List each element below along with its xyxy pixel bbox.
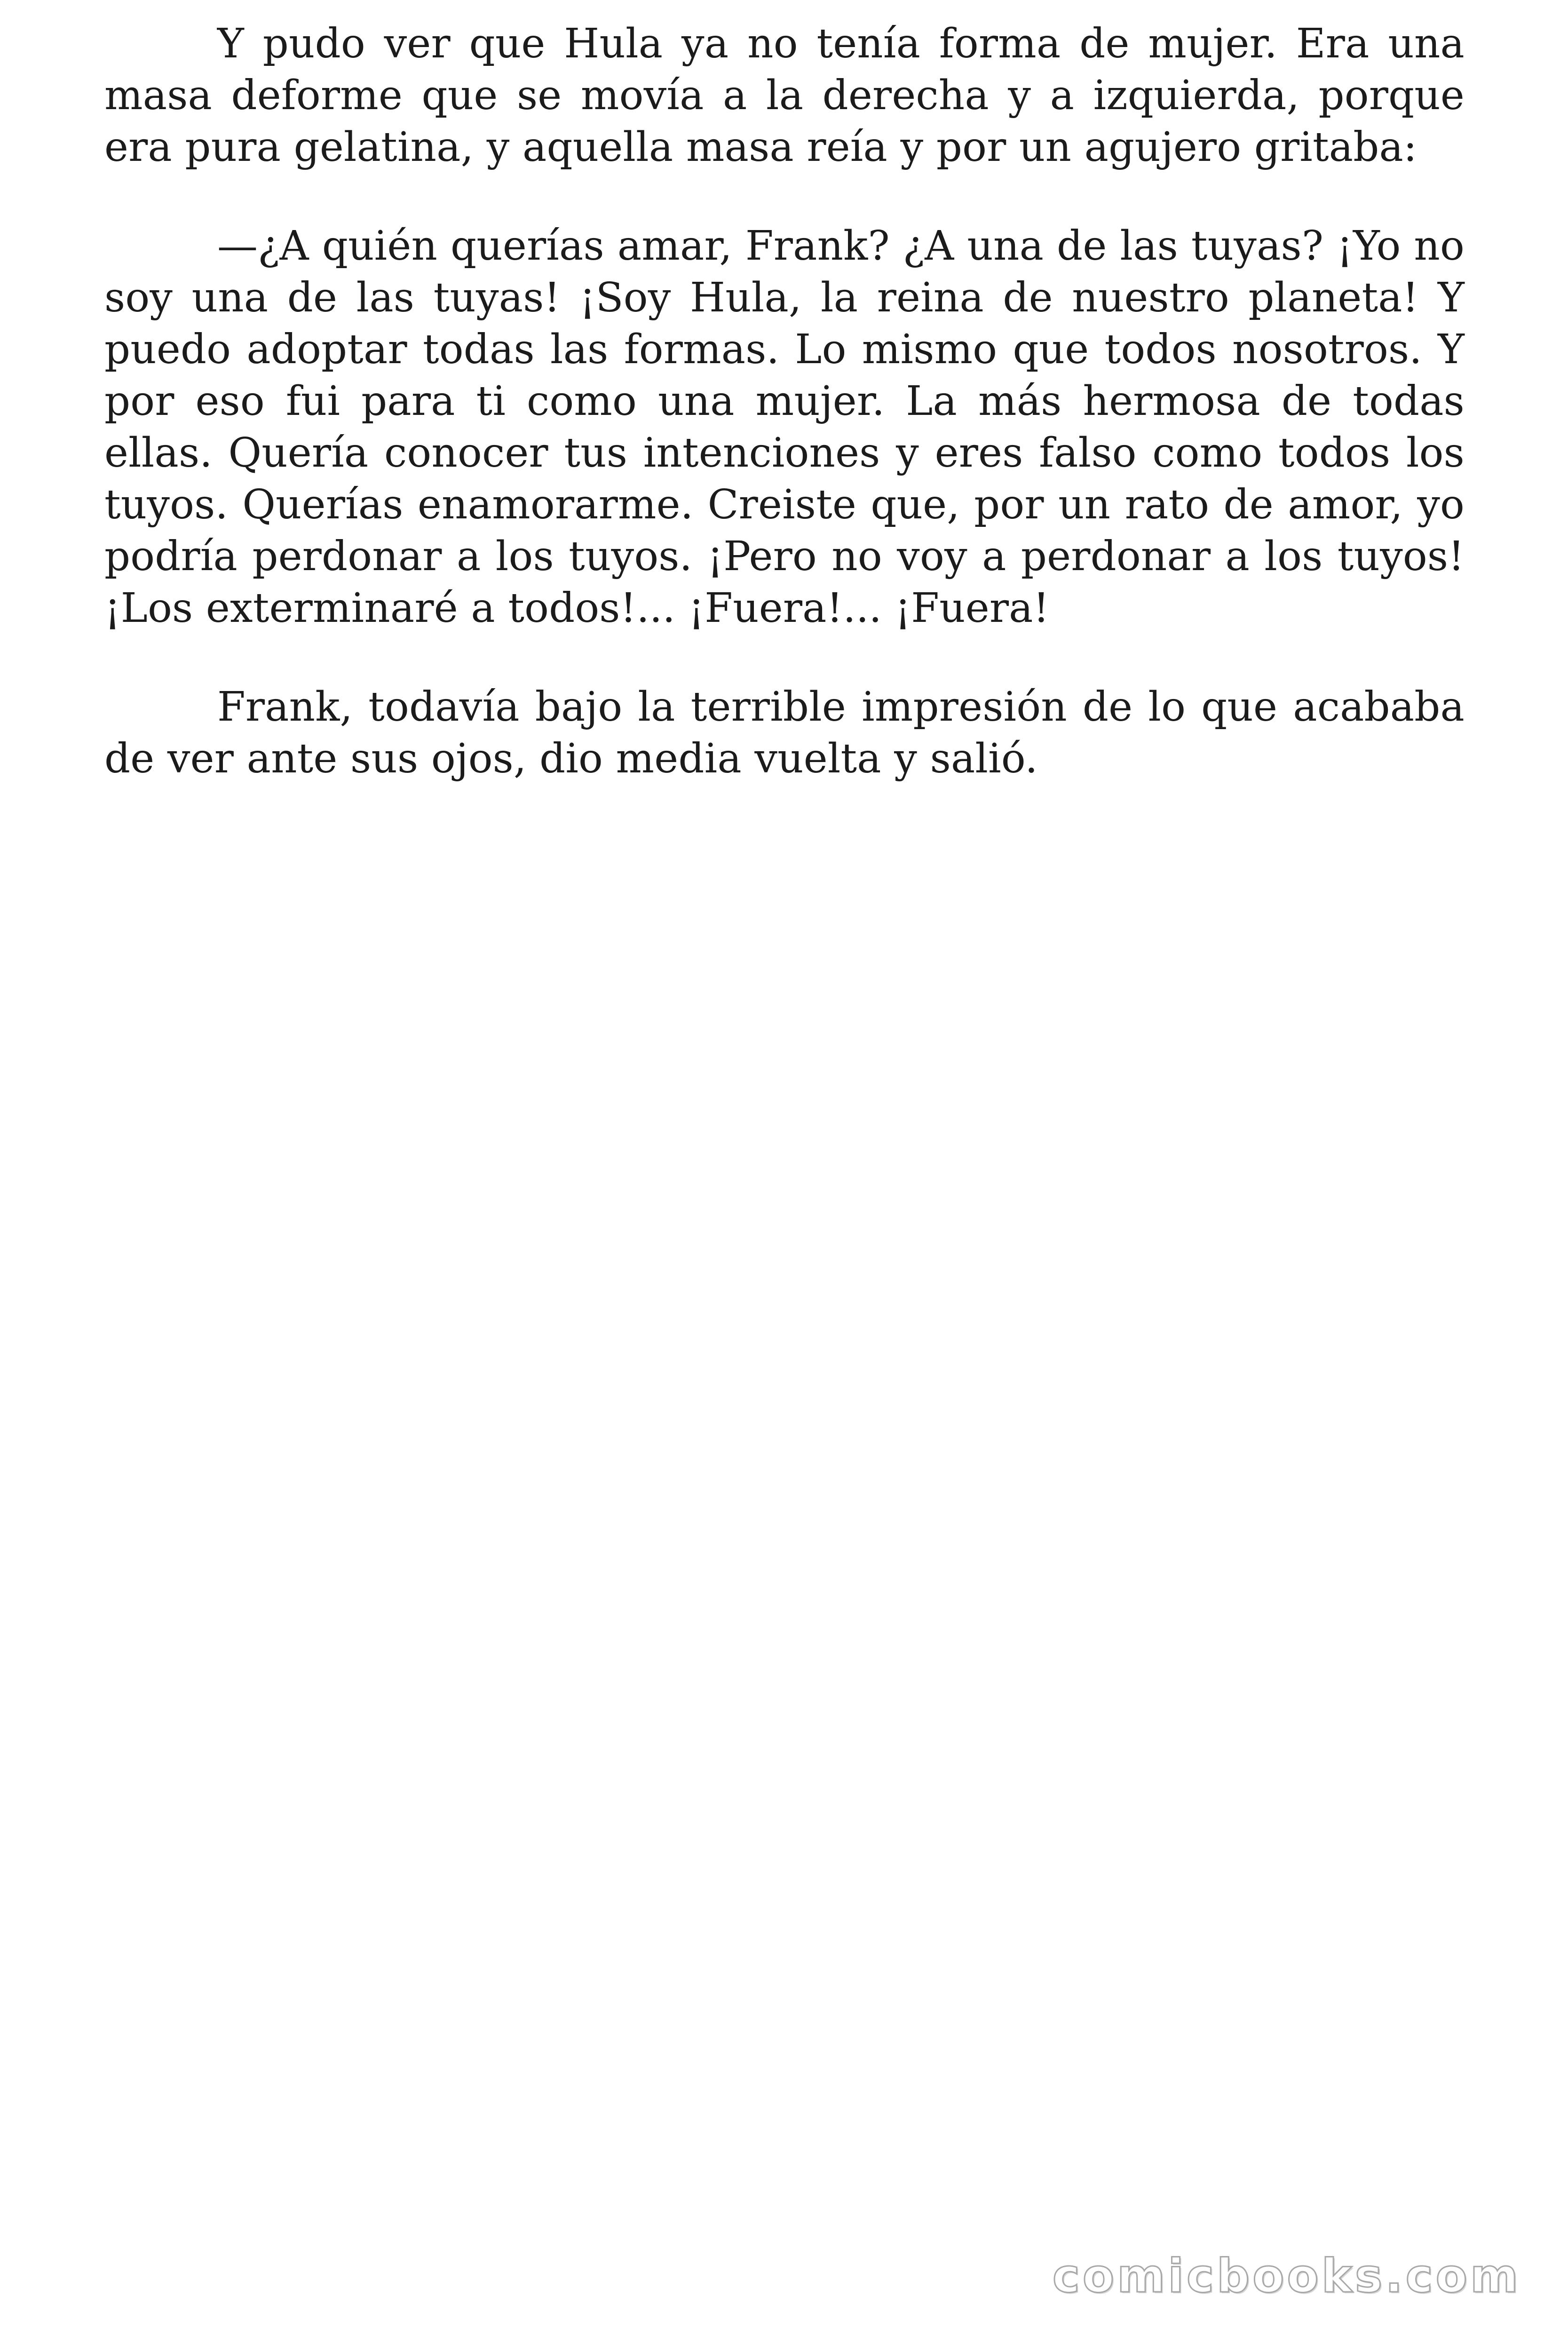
paragraph-1: Y pudo ver que Hula ya no tenía forma de mujer. Era una masa deforme que se movía a la derecha y a izquierda, porque era pura gelatina, y aquella masa reía y por un agujero gritaba: (104, 20, 1465, 171)
paragraph-3: Frank, todavía bajo la terrible impresión de lo que acababa de ver ante sus ojos, dio media vuelta y salió. (104, 683, 1465, 782)
page-body (104, 18, 1465, 832)
watermark: comicbooks.com (1052, 2249, 1521, 2303)
paragraph-2: —¿A quién querías amar, Frank? ¿A una de las tuyas? ¡Yo no soy una de las tuyas! ¡Soy Hula, la reina de nuestro planeta! Y puedo adoptar todas las formas. Lo mismo que todos nosotros. Y por eso fui para ti como una mujer. La más hermosa de todas ellas. Quería conocer tus intenciones y eres falso como todos los tuyos. Querías enamorarme. Creiste que, por un rato de amor, yo podría perdonar a los tuyos. ¡Pero no voy a perdonar a los tuyos! ¡Los exterminaré a todos!... ¡Fuera!... ¡Fuera! (104, 222, 1465, 632)
